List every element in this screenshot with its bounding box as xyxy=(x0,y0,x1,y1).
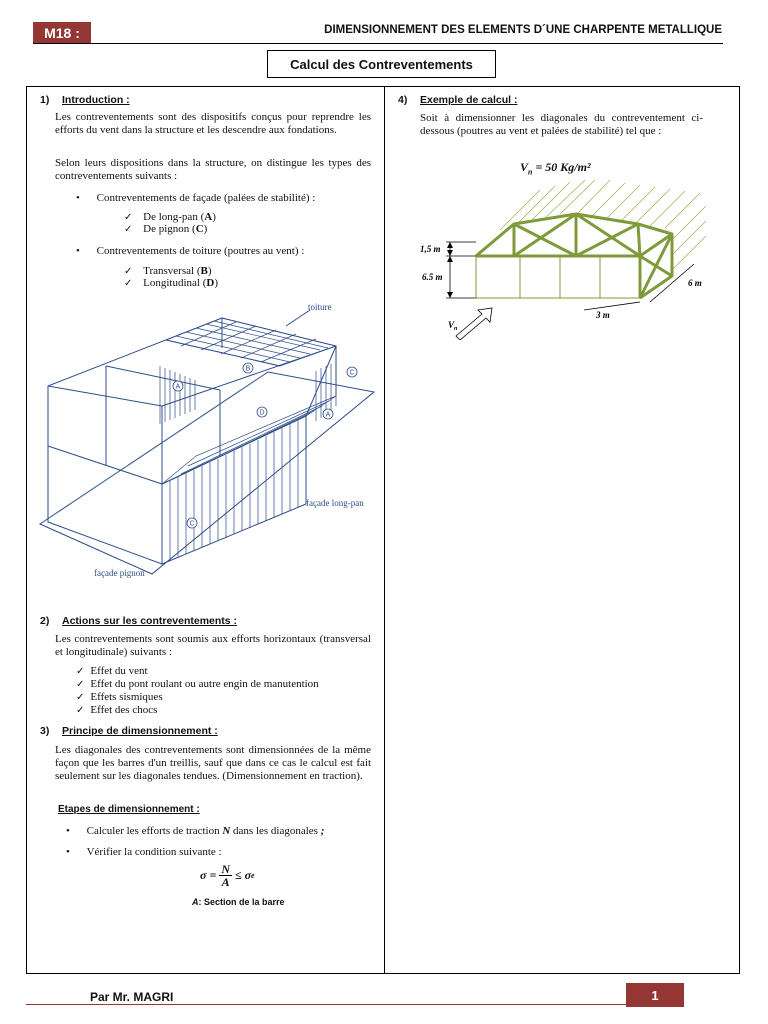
bullet-toiture xyxy=(76,245,304,258)
item-text: Effet des chocs xyxy=(90,704,158,716)
document-header-title: DIMENSIONNEMENT DES ELEMENTS D´UNE CHARPENTE METALLIQUE xyxy=(324,24,722,36)
figure-label-c2: C xyxy=(189,520,195,528)
item-text: Effets sismiques xyxy=(90,691,163,703)
example-paragraph: Soit à dimensionner les diagonales du contreventement ci-dessous (poutres au vent et palées de stabilité) tel que : xyxy=(420,112,703,137)
section-2-number: 2) xyxy=(40,615,50,627)
check-item-vent xyxy=(76,665,148,678)
bullet-verifier xyxy=(66,846,222,859)
check-item-longitudinal xyxy=(124,277,218,290)
bullet-dot-icon: • xyxy=(76,245,80,257)
etapes-heading xyxy=(58,804,200,815)
bullet-calculer xyxy=(66,825,324,838)
check-item-chocs xyxy=(76,704,157,717)
header-rule xyxy=(33,43,723,44)
section-4-heading xyxy=(398,94,517,106)
formula-subscript: e xyxy=(251,871,255,880)
section-1-number: 1) xyxy=(40,94,50,106)
wind-pressure-formula: $V_n = 50$ Kg/m² xyxy=(520,160,591,177)
page-title: Calcul des Contreventements xyxy=(267,50,496,78)
section-4-title: Exemple de calcul : xyxy=(420,94,518,106)
check-icon xyxy=(124,223,132,235)
formula-numerator: N xyxy=(221,862,230,876)
section-1-title: Introduction : xyxy=(62,94,130,106)
etapes-title: Etapes de dimensionnement : xyxy=(58,804,200,815)
check-icon xyxy=(124,265,132,277)
module-tag: M18 : xyxy=(33,22,91,44)
check-icon xyxy=(76,704,84,716)
actions-paragraph: Les contreventements sont soumis aux efforts horizontaux (transversal et longitudinale) suivants : xyxy=(55,633,371,658)
bullet-dot-icon: • xyxy=(66,846,70,858)
item-text: Effet du vent xyxy=(90,665,148,677)
intro-paragraph-1: Les contreventements sont des dispositifs conçus pour reprendre les efforts du vent dans la structure et les descendre aux fondations. xyxy=(55,111,371,136)
page-number: 1 xyxy=(626,983,684,1007)
item-text: De long-pan (A) xyxy=(143,211,216,223)
figure-label-a: A xyxy=(175,383,181,391)
check-item-pont-roulant xyxy=(76,678,319,691)
figure-label-b: B xyxy=(245,365,251,373)
formula-note: A: Section de la barre xyxy=(192,897,285,907)
bullet-dot-icon: • xyxy=(66,825,70,837)
check-item-sismiques xyxy=(76,691,163,704)
section-2-heading xyxy=(40,615,237,627)
figure-facade-pignon-label: façade pignon xyxy=(94,568,145,578)
item-text: De pignon (C) xyxy=(143,223,208,235)
check-icon xyxy=(76,678,84,690)
check-item-pignon xyxy=(124,223,207,236)
section-4-number: 4) xyxy=(398,94,408,106)
formula-lhs: σ = xyxy=(200,868,217,882)
check-icon xyxy=(124,211,132,223)
check-icon xyxy=(124,277,132,289)
bullet-dot-icon: • xyxy=(76,192,80,204)
column-divider xyxy=(384,86,385,974)
formula-fraction xyxy=(219,863,232,888)
dim-label-span: 3 m xyxy=(596,310,610,320)
dim-label-roof-height: 1,5 m xyxy=(420,244,441,254)
item-text: Longitudinal (D) xyxy=(143,277,219,289)
bracing-building-figure xyxy=(36,296,381,596)
item-text: Transversal (B) xyxy=(143,265,212,277)
bullet-facade-text: Contreventements de façade (palées de stabilité) : xyxy=(96,192,316,204)
intro-paragraph-2: Selon leurs dispositions dans la structure, on distingue les types des contreventements suivants : xyxy=(55,157,371,182)
figure-label-d: D xyxy=(259,409,265,417)
section-1-heading xyxy=(40,94,130,106)
footer-rule xyxy=(26,1004,626,1005)
section-3-title: Principe de dimensionnement : xyxy=(62,725,218,737)
check-icon xyxy=(76,665,84,677)
bullet-toiture-text: Contreventements de toiture (poutres au vent) : xyxy=(96,245,305,257)
item-text: Effet du pont roulant ou autre engin de manutention xyxy=(90,678,319,690)
wind-label: $V_n$ xyxy=(448,320,458,332)
dim-label-wall-height: 6.5 m xyxy=(422,272,443,282)
bullet-facade xyxy=(76,192,315,205)
check-icon xyxy=(76,691,84,703)
bullet-verifier-text: Vérifier la condition suivante : xyxy=(86,846,222,858)
figure-facade-long-pan-label: façade long-pan xyxy=(306,498,364,508)
truss-example-figure xyxy=(410,180,710,340)
figure-label-c: C xyxy=(349,369,355,377)
bullet-calculer-text: Calculer les efforts de traction N dans les diagonales ; xyxy=(86,825,325,837)
section-3-heading xyxy=(40,725,218,737)
formula-rel: ≤ σ xyxy=(234,868,252,882)
figure-toiture-label: toiture xyxy=(308,302,332,312)
dim-label-depth: 6 m xyxy=(688,278,702,288)
principle-paragraph: Les diagonales des contreventements sont dimensionnées de la même façon que les barres d'un treillis, sauf que dans ce cas le calcul est fait seulement sur les diagonales tendues. (Dimensionnement en traction). xyxy=(55,744,371,782)
stress-formula xyxy=(200,863,255,888)
section-2-title: Actions sur les contreventements : xyxy=(62,615,238,627)
section-3-number: 3) xyxy=(40,725,50,737)
figure-label-a2: A xyxy=(325,411,331,419)
formula-denominator: A xyxy=(221,875,230,889)
footer-author: Par Mr. MAGRI xyxy=(90,990,174,1004)
